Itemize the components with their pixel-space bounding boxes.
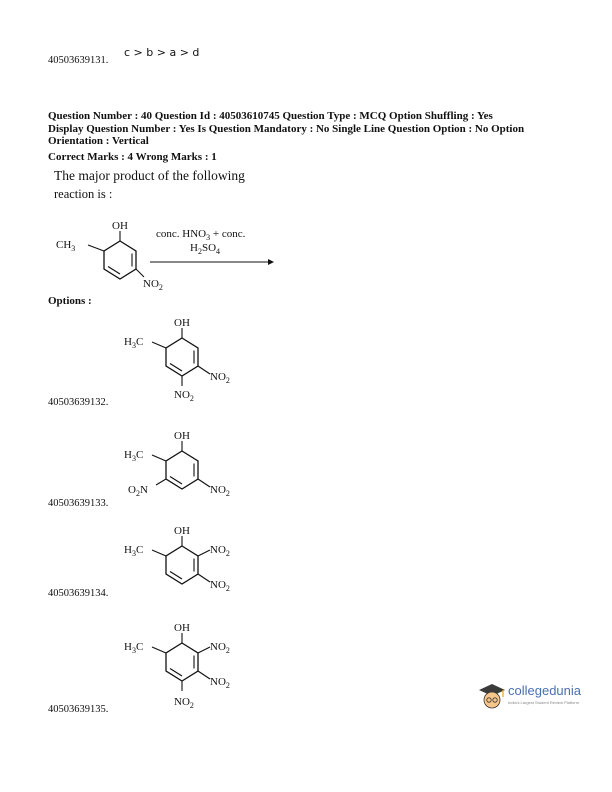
option-4-structure xyxy=(120,617,270,712)
meta-line-3: Orientation : Vertical xyxy=(48,135,149,147)
reaction-scheme xyxy=(40,215,300,295)
options-label: Options : xyxy=(48,295,92,307)
opt3-no2-top: $NO_2$ xyxy=(210,544,230,558)
stem-line-1: The major product of the following xyxy=(54,168,245,183)
marks-line: Correct Marks : 4 Wrong Marks : 1 xyxy=(48,150,217,163)
logo-brand: collegedunia xyxy=(508,683,582,698)
option-2-structure xyxy=(120,425,270,510)
option-2-id[interactable]: 40503639133. xyxy=(48,498,109,509)
opt4-no2-right: $NO_2$ xyxy=(210,676,230,690)
opt1-no2-right: $NO_2$ xyxy=(210,371,230,385)
opt2-oh: OH xyxy=(174,430,190,442)
reactant-no2: $NO_2$ xyxy=(143,278,163,292)
reactant-structure xyxy=(56,220,163,292)
collegedunia-logo xyxy=(478,680,602,714)
reagent-line-2: $H_2SO_4$ xyxy=(190,242,221,256)
reagent xyxy=(150,228,274,265)
opt2-h3c: $H_3C$ xyxy=(124,449,144,463)
opt4-no2-top: $NO_2$ xyxy=(210,641,230,655)
meta-line-1: Question Number : 40 Question Id : 40503610745 Question Type : MCQ Option Shuffling : Yes xyxy=(48,110,493,122)
option-4-id[interactable]: 40503639135. xyxy=(48,704,109,715)
graduate-mascot-icon xyxy=(478,682,506,710)
question-meta xyxy=(48,110,578,163)
meta-line-2: Display Question Number : Yes Is Question Mandatory : No Single Line Question Option : No Option xyxy=(48,122,525,135)
opt4-no2-bottom: $NO_2$ xyxy=(174,696,194,710)
option-3-structure xyxy=(120,520,270,605)
option-3-id[interactable]: 40503639134. xyxy=(48,588,109,599)
logo-tagline: India's Largest Student Review Platform xyxy=(508,700,580,705)
opt1-oh: OH xyxy=(174,317,190,329)
stem-line-2: reaction is : xyxy=(54,187,113,201)
previous-option-answer: c > b > a > d xyxy=(124,46,200,59)
reagent-line-1: conc. $HNO_3$ + conc. xyxy=(156,228,246,242)
opt3-no2-right: $NO_2$ xyxy=(210,579,230,593)
reactant-ch3: $CH_3$ xyxy=(56,239,76,253)
question-stem xyxy=(54,167,314,203)
arrowhead xyxy=(268,259,274,265)
opt4-h3c: $H_3C$ xyxy=(124,641,144,655)
opt1-h3c: $H_3C$ xyxy=(124,336,144,350)
opt1-no2-bottom: $NO_2$ xyxy=(174,389,194,403)
option-1-structure xyxy=(120,312,270,407)
opt2-o2n: $O_2N$ xyxy=(128,484,148,498)
opt2-no2-right: $NO_2$ xyxy=(210,484,230,498)
option-1-id[interactable]: 40503639132. xyxy=(48,397,109,408)
previous-option-id: 40503639131. xyxy=(48,55,109,66)
opt3-h3c: $H_3C$ xyxy=(124,544,144,558)
opt3-oh: OH xyxy=(174,525,190,537)
reactant-oh: OH xyxy=(112,220,128,232)
opt4-oh: OH xyxy=(174,622,190,634)
